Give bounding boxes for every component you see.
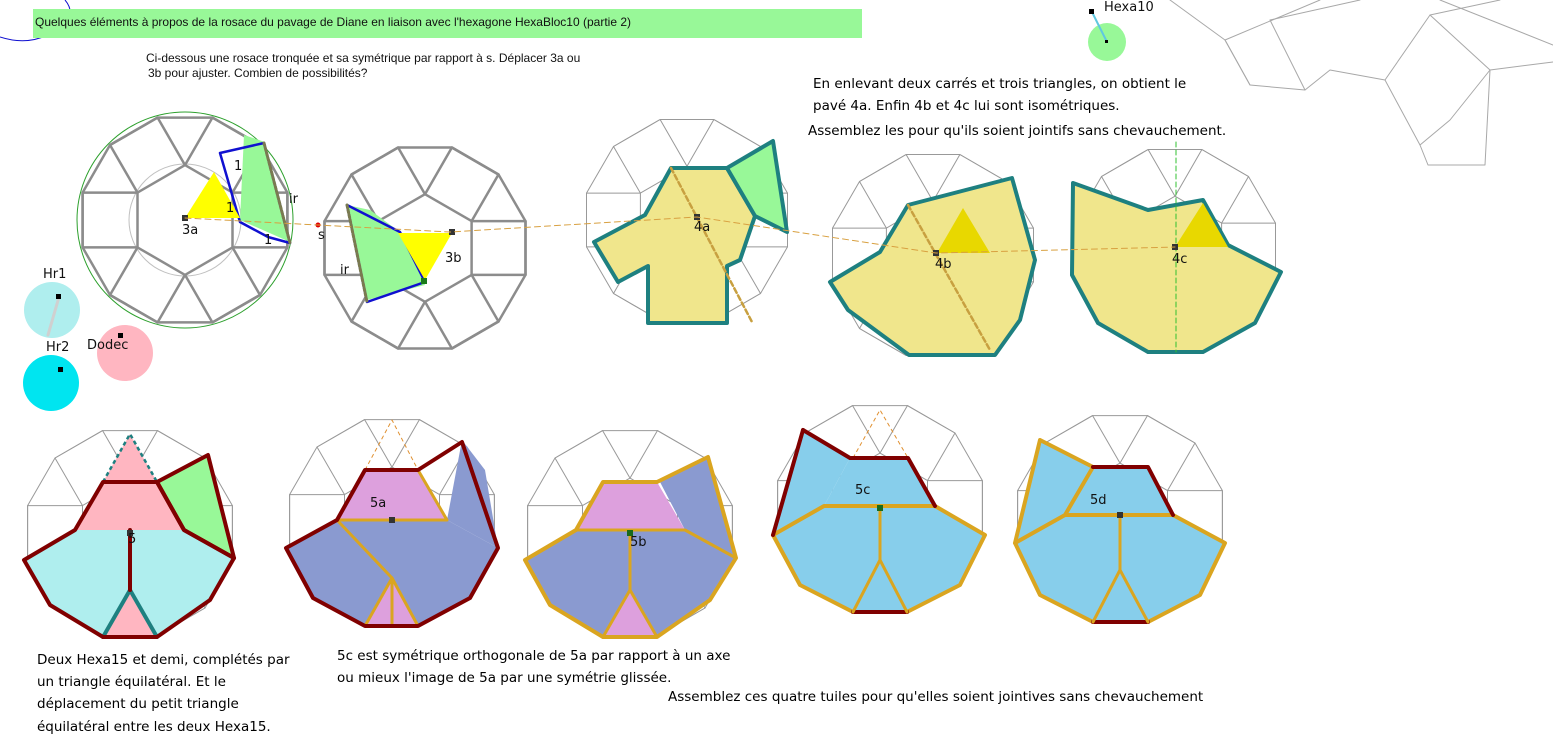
point-5d (1117, 512, 1123, 518)
hr2-disc (23, 355, 79, 411)
point-5c (877, 505, 883, 511)
label-dodec: Dodec (87, 338, 129, 353)
dashed-triangle-5c (853, 410, 908, 458)
plum-trapezoid-5a (337, 470, 447, 520)
tiling-line-8 (1440, 0, 1553, 45)
page-title: Quelques éléments à propos de la rosace du pavage de Diane en liaison avec l'hexagone HexaBloc10 (partie 2) (33, 9, 862, 38)
label-hr2: Hr2 (46, 340, 70, 355)
tiling-line-6 (1420, 70, 1490, 165)
label-ir-2: ir (340, 263, 349, 278)
label-5: 5 (128, 532, 137, 547)
tiling-line-3 (1225, 40, 1250, 85)
label-5d: 5d (1090, 493, 1107, 508)
label-4a: 4a (694, 220, 711, 235)
rosace-3b-square (425, 148, 499, 222)
label-5c: 5c (855, 483, 871, 498)
point-3b-bottom (421, 278, 427, 284)
bottom-mid-line-2: ou mieux l'image de 5a par une symétrie glissée. (337, 670, 672, 686)
label-4b: 4b (935, 257, 952, 272)
hexa10-center (1105, 40, 1108, 43)
dodec-disc (97, 325, 153, 381)
bottom-right-line: Assemblez ces quatre tuiles pour qu'elles soient jointives sans chevauchement (668, 689, 1204, 705)
tiling-line-5 (1385, 0, 1500, 80)
hr1-disc (24, 282, 80, 338)
rosace-3a-square (185, 247, 260, 322)
label-one-c: 1 (264, 233, 273, 248)
top-right-line-3: Assemblez les pour qu'ils soient jointifs sans chevauchement. (808, 123, 1227, 139)
tiling-line-4 (1270, 0, 1360, 90)
top-right-line-2: pavé 4a. Enfin 4b et 4c lui sont isométriques. (813, 98, 1120, 114)
pink-triangle-top-5 (103, 434, 157, 482)
bottom-left-line-1: Deux Hexa15 et demi, complétés par (37, 652, 290, 668)
label-5a: 5a (370, 496, 387, 511)
label-ir-1: ir (289, 192, 298, 207)
label-4c: 4c (1172, 252, 1188, 267)
label-hexa10: Hexa10 (1104, 0, 1154, 15)
point-5a (389, 517, 395, 523)
intro-line-1: Ci-dessous une rosace tronquée et sa symétrique par rapport à s. Déplacer 3a ou (146, 51, 581, 65)
dashed-triangle-5a (365, 420, 418, 470)
top-right-line-1: En enlevant deux carrés et trois triangles, on obtient le (813, 76, 1187, 92)
rosace-3b-square (425, 275, 499, 349)
intro-line-2: 3b pour ajuster. Combien de possibilités? (148, 66, 368, 80)
rosace-3a-square (110, 247, 185, 322)
label-3b: 3b (445, 251, 462, 266)
label-s: s (318, 228, 325, 243)
bottom-left-line-2: un triangle équilatéral. Et le (37, 674, 226, 690)
rosace-3a-square (110, 118, 185, 193)
label-hr1: Hr1 (43, 267, 67, 282)
label-one-b: 1 (226, 201, 235, 216)
tiling-line-2 (1225, 0, 1320, 40)
label-one-a: 1 (234, 159, 243, 174)
hr2-point (58, 367, 63, 372)
label-5b: 5b (630, 535, 647, 550)
tiling-line-7 (1430, 15, 1490, 70)
bottom-left-line-3: déplacement du petit triangle (37, 696, 239, 712)
bottom-left-line-4: équilatéral entre les deux Hexa15. (37, 719, 271, 735)
hexa10-point (1089, 9, 1094, 14)
tile-4a (594, 168, 755, 323)
bottom-mid-line-1: 5c est symétrique orthogonale de 5a par rapport à un axe (337, 648, 731, 664)
label-3a: 3a (182, 223, 199, 238)
hr1-point (56, 294, 61, 299)
tile-4b (830, 178, 1035, 355)
